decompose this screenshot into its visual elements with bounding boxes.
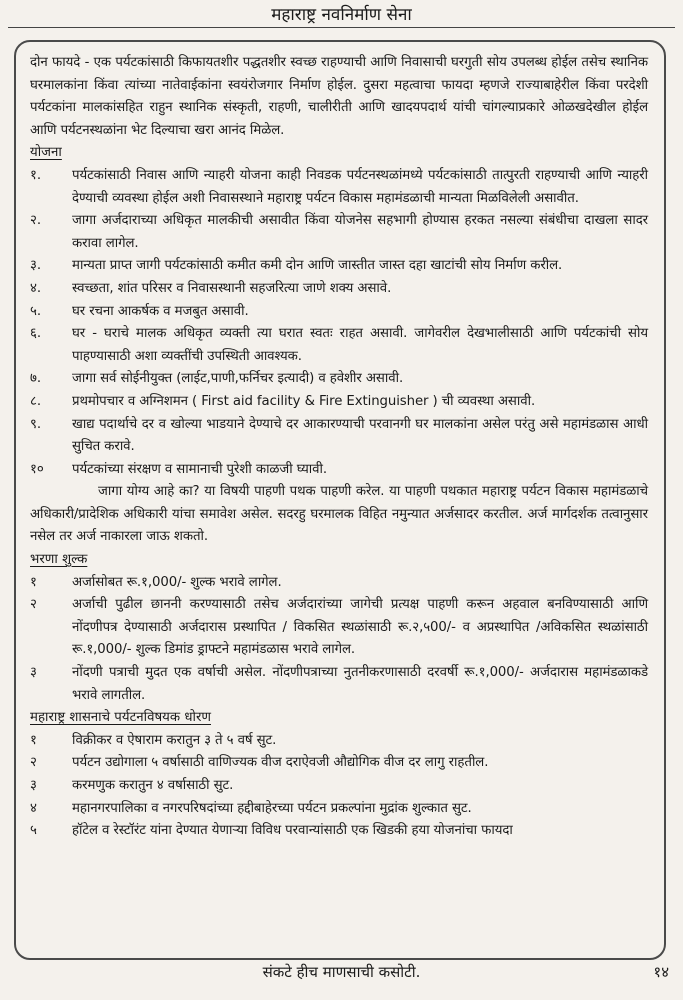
item-text: अर्जाची पुढील छाननी करण्यासाठी तसेच अर्जदारांच्या जागेची प्रत्यक्ष पाहणी करून अहवाल बनविण्यासाठी आणि नोंदणीपत्र देण्यासाठी अर्जदारास प्रस्थापित / विकसित स्थळांसाठी रू.२,५00/- व अप्रस्थापित /अविकसित स्थळांसाठी रू.१,000/- शुल्क डिमांड ड्राफ्टने महामंडळास भरावे लागेल. <box>72 597 648 658</box>
item-text: अर्जासोबत रू.१,000/- शुल्क भरावे लागेल. <box>72 574 282 590</box>
item-number: ८. <box>30 393 41 409</box>
list-item <box>30 210 648 255</box>
item-number: ४. <box>30 280 41 296</box>
item-number: २ <box>30 597 37 613</box>
item-number: ६. <box>30 326 41 342</box>
list-item <box>30 301 648 324</box>
list-item <box>30 798 648 821</box>
list-item <box>30 775 648 798</box>
item-text: खाद्य पदार्थाचे दर व खोल्या भाडयाने देण्याचे दर आकारण्याची परवानगी घर मालकांना असेल परंतु असे महामंडळास आधी सुचित करावे. <box>72 416 648 455</box>
item-text: मान्यता प्राप्त जागी पर्यटकांसाठी कमीत कमी दोन आणि जास्तीत जास्त दहा खाटांची सोय निर्माण करील. <box>72 258 563 274</box>
page-number: १४ <box>653 963 669 981</box>
item-text: विक्रीकर व ऐषाराम करातुन ३ ते ५ वर्ष सुट. <box>72 732 277 748</box>
list-item <box>30 391 648 414</box>
item-text: घर - घराचे मालक अधिकृत व्यक्ती त्या घरात स्वतः राहत असावी. जागेवरील देखभालीसाठी आणि पर्यटकांची सोय पाहण्यासाठी अशा व्यक्तींची उपस्थिती आवश्यक. <box>72 326 648 364</box>
item-number: २. <box>30 213 41 229</box>
item-number: ९. <box>30 416 41 432</box>
list-item <box>30 662 648 707</box>
intro-paragraph: दोन फायदे - एक पर्यटकांसाठी किफायतशीर पद्धतशीर स्वच्छ राहण्याची आणि निवासाची घरगुती सोय उपलब्ध होईल तसेच स्थानिक घरमालकांना किंवा त्यांच्या नातेवाईकांना स्वयंरोजगार निर्माण होईल. दुसरा महत्वाचा फायदा म्हणजे राज्याबाहेरील किंवा परदेशी पर्यटकांना मालकांसहित राहुन स्थानिक संस्कृती, राहणी, चालीरीती आणि खादयपदार्थ यांची चांगल्याप्रकारे ओळखदेखील होईल आणि पर्यटनस्थळांना भेट दिल्याचा खरा आनंद मिळेल. <box>30 55 648 138</box>
header-divider <box>8 27 675 28</box>
section-heading-yojana: योजना <box>30 145 62 161</box>
list-item <box>30 459 648 482</box>
list-item <box>30 255 648 278</box>
item-text: हॉटेल व रेस्टॉरंट यांना देण्यात येणाऱ्या विविध परवान्यांसाठी एक खिडकी हया योजनांचा फायदा <box>72 823 513 839</box>
item-number: १. <box>30 167 41 183</box>
list-item <box>30 414 648 459</box>
item-text: प्रथमोपचार व अग्निशमन ( First aid facility & Fire Extinguisher ) ची व्यवस्था असावी. <box>72 393 536 409</box>
item-text: जागा सर्व सोईनीयुक्त (लाईट,पाणी,फर्निचर इत्यादी) व हवेशीर असावी. <box>72 371 404 387</box>
item-number: ४ <box>30 800 37 816</box>
item-text: पर्यटकांसाठी निवास आणि न्याहरी योजना काही निवडक पर्यटनस्थळांमध्ये पर्यटकांसाठी तात्पुरती राहण्याची आणि न्याहरी देण्याची व्यवस्था होईल अशी निवासस्थाने महाराष्ट्र पर्यटन विकास महामंडळाची मान्यता मिळविलेली असावीत. <box>72 167 648 206</box>
item-number: ७. <box>30 371 41 387</box>
item-text: पर्यटन उद्योगाला ५ वर्षासाठी वाणिज्यक वीज दराऐवजी औद्योगिक वीज दर लागु राहतील. <box>72 755 489 771</box>
section-heading-fees: भरणा शुल्क <box>30 552 88 568</box>
item-text: नोंदणी पत्राची मुदत एक वर्षाची असेल. नोंदणीपत्राच्या नुतनीकरणासाठी दरवर्षी रू.१,000/- अर्जदारास महामंडळाकडे भरावे लागतील. <box>72 665 648 703</box>
item-text: जागा अर्जदाराच्या अधिकृत मालकीची असावीत किंवा योजनेस सहभागी होण्यास हरकत नसल्या संबंधीचा दाखला सादर करावा लागेल. <box>72 213 648 251</box>
footer-motto: संकटे हीच माणसाची कसोटी. <box>262 963 421 981</box>
item-text: महानगरपालिका व नगरपरिषदांच्या हद्दीबाहेरच्या पर्यटन प्रकल्पांना मुद्रांक शुल्कात सुट. <box>72 800 472 816</box>
fees-list <box>30 572 648 708</box>
inspection-paragraph: जागा योग्य आहे का? या विषयी पाहणी पथक पाहणी करेल. या पाहणी पथकात महाराष्ट्र पर्यटन विकास महामंडळाचे अधिकारी/प्रादेशिक अधिकारी यांचा समावेश असेल. सदरहु घरमालक विहित नमुन्यात अर्जसादर करतील. अर्ज मार्गदर्शक तत्वानुसार नसेल तर अर्ज नाकारला जाऊ शकतो. <box>30 484 648 545</box>
list-item <box>30 368 648 391</box>
list-item <box>30 730 648 753</box>
item-number: १० <box>30 461 44 477</box>
item-number: ५ <box>30 823 37 839</box>
list-item <box>30 323 648 368</box>
item-number: ५. <box>30 303 41 319</box>
list-item <box>30 165 648 210</box>
content-frame <box>14 40 666 960</box>
section-heading-policy: महाराष्ट्र शासनाचे पर्यटनविषयक धोरण <box>30 710 211 726</box>
list-item <box>30 278 648 301</box>
policy-list <box>30 730 648 843</box>
item-number: १ <box>30 732 37 748</box>
list-item <box>30 752 648 775</box>
item-number: १ <box>30 574 37 590</box>
item-text: पर्यटकांच्या संरक्षण व सामानाची पुरेशी काळजी घ्यावी. <box>72 461 327 477</box>
item-number: २ <box>30 755 37 771</box>
item-text: करमणुक करातुन ४ वर्षासाठी सुट. <box>72 778 234 793</box>
list-item <box>30 594 648 662</box>
item-text: घर रचना आकर्षक व मजबुत असावी. <box>72 303 249 319</box>
list-item <box>30 572 648 595</box>
yojana-list <box>30 165 648 481</box>
item-number: ३. <box>30 258 41 274</box>
item-number: ३ <box>30 778 37 793</box>
item-text: स्वच्छता, शांत परिसर व निवासस्थानी सहजरित्या जाणे शक्य असावे. <box>72 280 392 296</box>
list-item <box>30 820 648 843</box>
page-header-title: महाराष्ट्र नवनिर्माण सेना <box>271 5 412 25</box>
item-number: ३ <box>30 665 37 681</box>
